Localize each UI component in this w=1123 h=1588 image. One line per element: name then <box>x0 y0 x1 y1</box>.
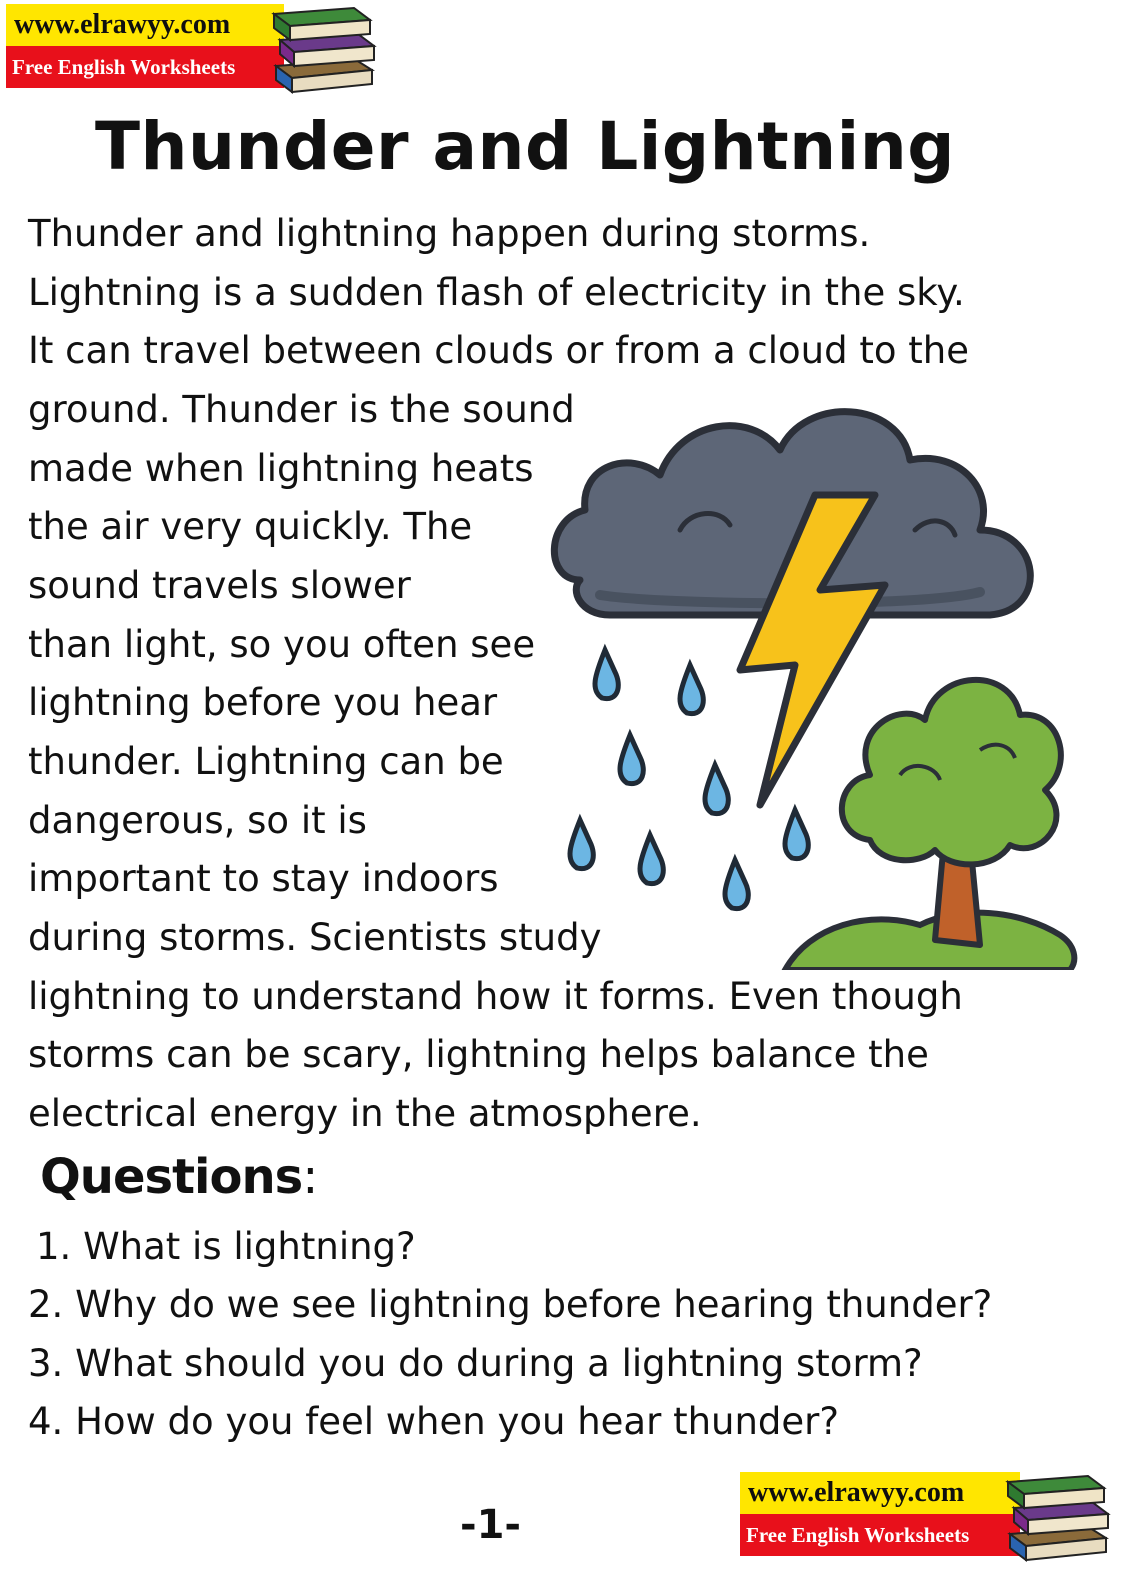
passage-line: thunder. Lightning can be <box>28 740 504 783</box>
raindrop-icon <box>570 820 593 869</box>
site-tagline: Free English Worksheets <box>6 46 284 88</box>
tree-icon <box>785 680 1074 970</box>
raindrop-icon <box>640 835 663 884</box>
passage-line: dangerous, so it is <box>28 799 367 842</box>
passage-line: It can travel between clouds or from a cloud to the <box>28 329 969 372</box>
passage-line: during storms. Scientists study <box>28 916 602 959</box>
passage-line: lightning to understand how it forms. Even though <box>28 975 963 1018</box>
question-item <box>28 1393 839 1451</box>
passage-line: made when lightning heats <box>28 447 534 490</box>
site-url[interactable]: www.elrawyy.com <box>6 4 284 46</box>
question-number: 3. <box>28 1342 64 1385</box>
questions-heading-text: Questions <box>40 1149 303 1205</box>
passage-line: storms can be scary, lightning helps balance the <box>28 1033 929 1076</box>
question-text: What is lightning? <box>83 1225 416 1268</box>
question-item <box>28 1276 992 1334</box>
site-logo-bottom[interactable] <box>740 1472 1112 1564</box>
passage-line: important to stay indoors <box>28 857 499 900</box>
page-number: -1- <box>460 1502 522 1548</box>
raindrop-icon <box>620 735 643 784</box>
passage-line: Thunder and lightning happen during storms. <box>28 212 871 255</box>
question-number: 2. <box>28 1283 64 1326</box>
raindrop-icon <box>725 860 748 909</box>
question-text: What should you do during a lightning storm? <box>75 1342 923 1385</box>
raindrop-icon <box>705 765 728 814</box>
question-item <box>36 1218 416 1276</box>
raindrop-icon <box>680 665 703 714</box>
site-logo-top[interactable] <box>6 4 376 94</box>
raindrop-icon <box>785 810 808 859</box>
raindrop-icon <box>595 650 618 699</box>
question-number: 1. <box>36 1225 72 1268</box>
passage-line: Lightning is a sudden flash of electricity in the sky. <box>28 271 965 314</box>
site-url[interactable]: www.elrawyy.com <box>740 1472 1020 1514</box>
passage-line: electrical energy in the atmosphere. <box>28 1092 702 1135</box>
passage-line: ground. Thunder is the sound <box>28 388 575 431</box>
questions-heading <box>40 1145 317 1209</box>
question-number: 4. <box>28 1400 64 1443</box>
question-item <box>28 1335 923 1393</box>
passage-line: the air very quickly. The <box>28 505 473 548</box>
storm-illustration <box>540 380 1080 970</box>
page-title: Thunder and Lightning <box>94 108 956 185</box>
passage-line: lightning before you hear <box>28 681 498 724</box>
books-stack-icon <box>268 4 378 96</box>
site-tagline: Free English Worksheets <box>740 1514 1020 1556</box>
questions-heading-colon: : <box>302 1149 318 1205</box>
passage-line: sound travels slower <box>28 564 411 607</box>
passage-line: than light, so you often see <box>28 623 536 666</box>
question-text: Why do we see lightning before hearing thunder? <box>75 1283 993 1326</box>
question-text: How do you feel when you hear thunder? <box>75 1400 840 1443</box>
books-stack-icon <box>1002 1472 1112 1564</box>
